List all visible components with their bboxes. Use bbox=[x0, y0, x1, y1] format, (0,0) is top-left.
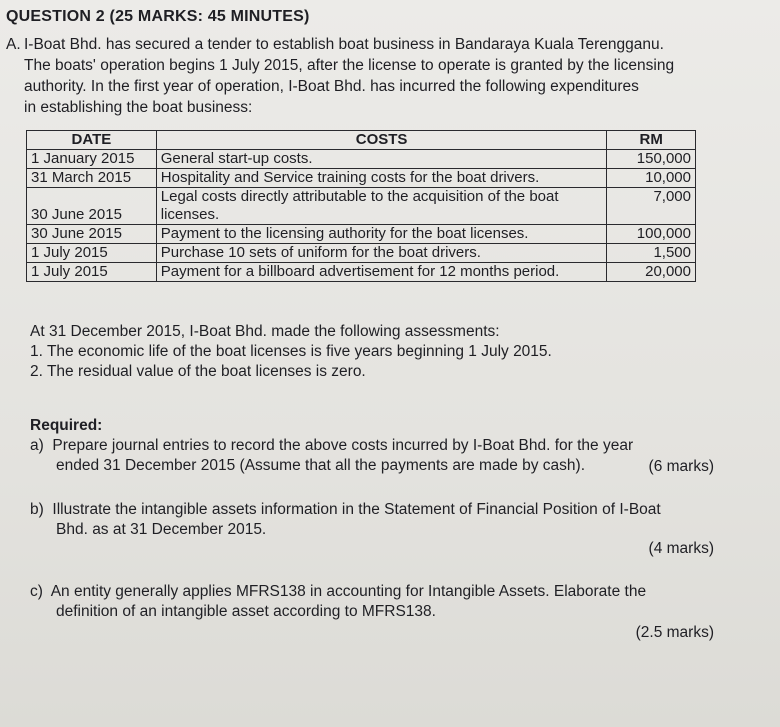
part-b-marks: (4 marks) bbox=[648, 540, 714, 557]
part-c-line-1: An entity generally applies MFRS138 in accounting for Intangible Assets. Elaborate the bbox=[50, 583, 647, 600]
row-cost: Legal costs directly attributable to the acquisition of the boat licenses. bbox=[156, 188, 607, 225]
row-amount: 100,000 bbox=[607, 225, 696, 244]
row-date: 1 July 2015 bbox=[27, 244, 157, 263]
header-rm: RM bbox=[607, 131, 696, 150]
row-date: 1 January 2015 bbox=[27, 150, 157, 169]
question-heading: QUESTION 2 (25 MARKS: 45 MINUTES) bbox=[6, 8, 310, 25]
intro-label: A. bbox=[6, 36, 21, 53]
part-b-line-1: Illustrate the intangible assets information in the Statement of Financial Position of I-Boat bbox=[52, 501, 661, 518]
part-c-line-2: definition of an intangible asset according to MFRS138. bbox=[56, 603, 436, 620]
part-a-line-1: Prepare journal entries to record the above costs incurred by I-Boat Bhd. for the year bbox=[52, 437, 634, 454]
table-header-row bbox=[27, 131, 696, 150]
table-row bbox=[27, 150, 696, 169]
assessment-item-1: 1. The economic life of the boat licenses is five years beginning 1 July 2015. bbox=[30, 343, 552, 360]
table-row bbox=[27, 244, 696, 263]
required-section bbox=[30, 416, 720, 436]
table-row bbox=[27, 263, 696, 282]
header-date: DATE bbox=[27, 131, 157, 150]
row-cost: Hospitality and Service training costs for the boat drivers. bbox=[156, 169, 607, 188]
row-cost: General start-up costs. bbox=[156, 150, 607, 169]
intro-line-4: in establishing the boat business: bbox=[24, 99, 253, 116]
row-amount: 10,000 bbox=[607, 169, 696, 188]
part-a-label: a) bbox=[30, 437, 44, 454]
part-b-line-2: Bhd. as at 31 December 2015. bbox=[56, 521, 267, 538]
row-cost: Payment for a billboard advertisement for 12 months period. bbox=[156, 263, 607, 282]
row-date: 30 June 2015 bbox=[27, 225, 157, 244]
row-cost: Purchase 10 sets of uniform for the boat drivers. bbox=[156, 244, 607, 263]
assessment-section bbox=[30, 322, 690, 382]
part-a bbox=[30, 436, 720, 476]
part-c-marks: (2.5 marks) bbox=[635, 624, 714, 641]
intro-line-2: The boats' operation begins 1 July 2015, after the license to operate is granted by the licensing bbox=[24, 57, 675, 74]
header-costs: COSTS bbox=[156, 131, 607, 150]
row-cost: Payment to the licensing authority for the boat licenses. bbox=[156, 225, 607, 244]
expenditure-table bbox=[26, 130, 696, 282]
intro-paragraph bbox=[6, 34, 696, 118]
intro-line-1: I-Boat Bhd. has secured a tender to establish boat business in Bandaraya Kuala Terengganu. bbox=[24, 36, 664, 53]
part-c-label: c) bbox=[30, 583, 43, 600]
part-a-line-2: ended 31 December 2015 (Assume that all the payments are made by cash). bbox=[56, 457, 586, 474]
row-date: 1 July 2015 bbox=[27, 263, 157, 282]
row-amount: 1,500 bbox=[607, 244, 696, 263]
row-amount: 150,000 bbox=[607, 150, 696, 169]
assessment-lead: At 31 December 2015, I-Boat Bhd. made the following assessments: bbox=[30, 323, 500, 340]
table-row bbox=[27, 188, 696, 225]
row-date: 31 March 2015 bbox=[27, 169, 157, 188]
required-title: Required: bbox=[30, 417, 103, 434]
part-b bbox=[30, 500, 720, 540]
part-c bbox=[30, 582, 720, 622]
intro-line-3: authority. In the first year of operation, I-Boat Bhd. has incurred the following expenditures bbox=[24, 78, 639, 95]
row-amount: 7,000 bbox=[607, 188, 696, 225]
table-row bbox=[27, 225, 696, 244]
row-amount: 20,000 bbox=[607, 263, 696, 282]
part-a-marks: (6 marks) bbox=[648, 458, 714, 475]
row-date: 30 June 2015 bbox=[27, 188, 157, 225]
table-row bbox=[27, 169, 696, 188]
part-b-label: b) bbox=[30, 501, 44, 518]
assessment-item-2: 2. The residual value of the boat licenses is zero. bbox=[30, 363, 366, 380]
